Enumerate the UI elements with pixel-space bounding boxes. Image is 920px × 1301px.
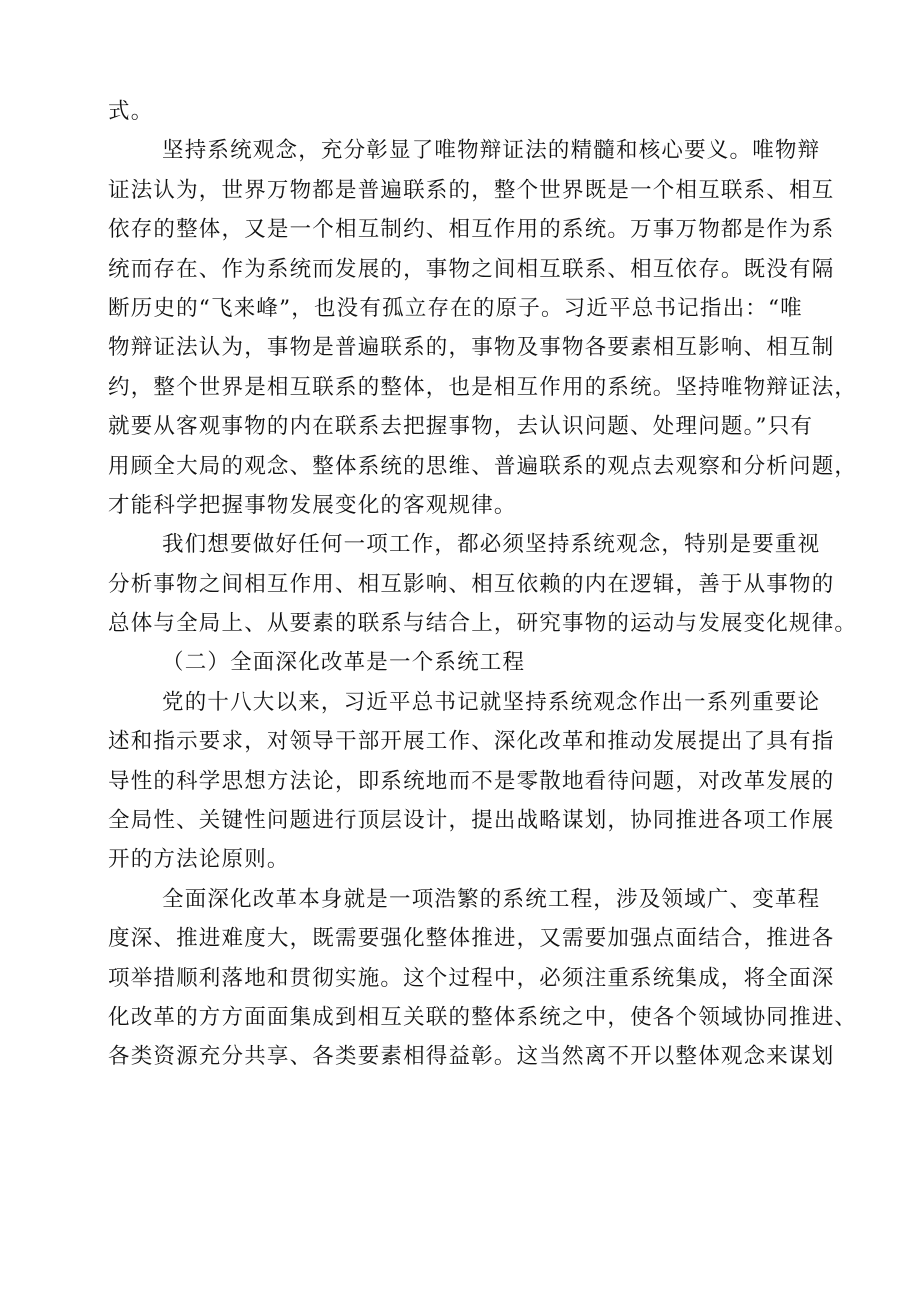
paragraph-start-line: 我们想要做好任何一项工作，都必须坚持系统观念，特别是要重视 (162, 532, 821, 558)
section-heading: （二）全面深化改革是一个系统工程 (162, 650, 526, 676)
text-line: 开的方法论原则。 (108, 847, 290, 873)
text-line: 项举措顺利落地和贯彻实施。这个过程中，必须注重系统集成，将全面深 (108, 965, 835, 991)
document-body (108, 92, 856, 1077)
text-line: 述和指示要求，对领导干部开展工作、深化改革和推动发展提出了具有指 (108, 729, 835, 755)
paragraph-start-line: 党的十八大以来，习近平总书记就坚持系统观念作出一系列重要论 (162, 689, 821, 715)
text-line: 化改革的方方面面集成到相互关联的整体系统之中，使各个领域协同推进、 (108, 1004, 858, 1030)
text-line: 各类资源充分共享、各类要素相得益彰。这当然离不开以整体观念来谋划 (108, 1044, 835, 1070)
text-line: 就要从客观事物的内在联系去把握事物，去认识问题、处理问题。”只有 (108, 414, 814, 440)
text-line: 分析事物之间相互作用、相互影响、相互依赖的内在逻辑，善于从事物的 (108, 571, 835, 597)
text-line: 总体与全局上、从要素的联系与结合上，研究事物的运动与发展变化规律。 (108, 611, 858, 637)
text-line: 物辩证法认为，事物是普遍联系的，事物及事物各要素相互影响、相互制 (108, 335, 835, 361)
paragraph-start-line: 坚持系统观念，充分彰显了唯物辩证法的精髓和核心要义。唯物辩 (162, 138, 821, 164)
text-line: 证法认为，世界万物都是普遍联系的，整个世界既是一个相互联系、相互 (108, 177, 835, 203)
text-line: 导性的科学思想方法论，即系统地而不是零散地看待问题，对改革发展的 (108, 768, 835, 794)
paragraph-start-line: 全面深化改革本身就是一项浩繁的系统工程，涉及领域广、变革程 (162, 886, 821, 912)
text-line: 全局性、关键性问题进行顶层设计，提出战略谋划，协同推进各项工作展 (108, 808, 835, 834)
text-line: 才能科学把握事物发展变化的客观规律。 (108, 492, 517, 518)
text-line: 用顾全大局的观念、整体系统的思维、普遍联系的观点去观察和分析问题， (108, 453, 858, 479)
text-line: 约，整个世界是相互联系的整体，也是相互作用的系统。坚持唯物辩证法， (108, 374, 858, 400)
text-line: 式。 (108, 99, 154, 124)
text-line: 断历史的“飞来峰”，也没有孤立存在的原子。习近平总书记指出：“唯 (108, 295, 803, 321)
text-line: 统而存在、作为系统而发展的，事物之间相互联系、相互依存。既没有隔 (108, 256, 835, 282)
text-line: 依存的整体，又是一个相互制约、相互作用的系统。万事万物都是作为系 (108, 217, 835, 243)
text-line: 度深、推进难度大，既需要强化整体推进，又需要加强点面结合，推进各 (108, 926, 835, 952)
